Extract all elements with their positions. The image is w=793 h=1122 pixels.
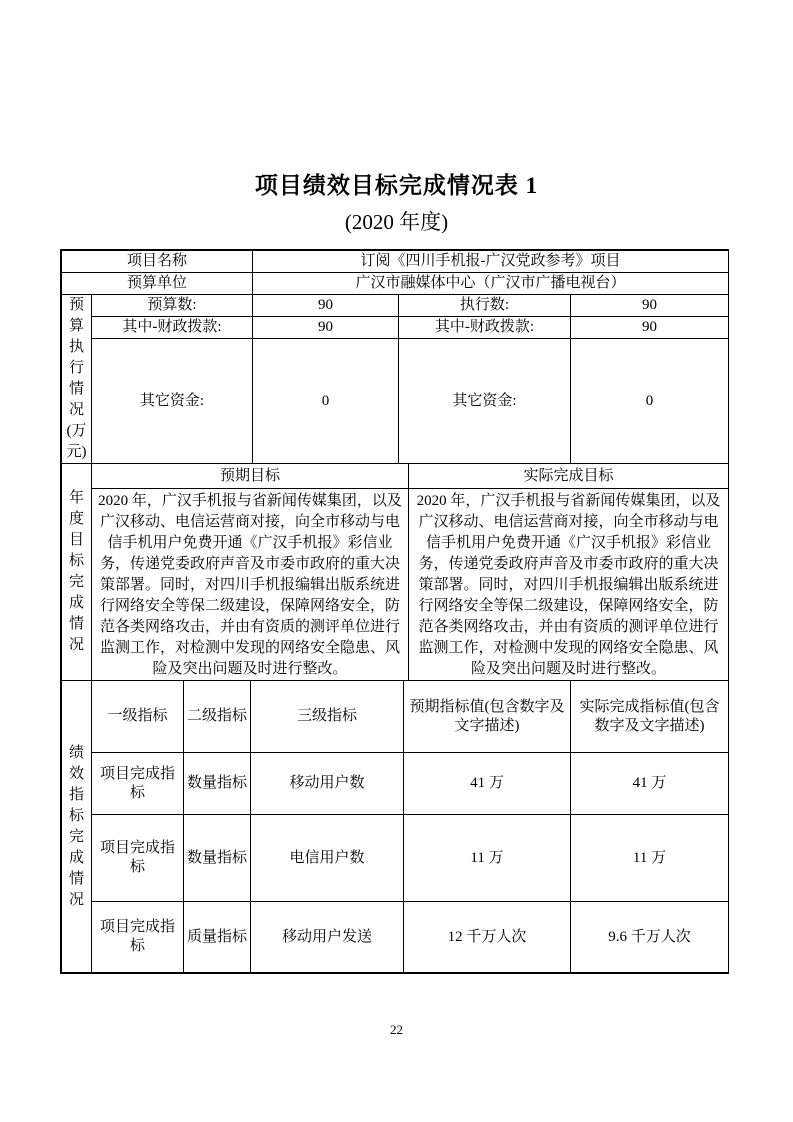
fiscal-allocation-value: 90 <box>571 317 729 339</box>
table-row <box>62 273 729 295</box>
annual-goal-side-label <box>62 464 92 681</box>
side-label-char: 标 <box>68 553 84 569</box>
table-row <box>62 251 729 273</box>
indicator-expected-cell: 41 万 <box>404 753 571 815</box>
expected-goal-text: 2020 年，广汉手机报与省新闻传媒集团，以及广汉移动、电信运营商对接，向全市移动与电信手机用户免费开通《广汉手机报》彩信业务，传递党委政府声音及市委市政府的重大决策部署。同时，对四川手机报编辑出版系统进行网络安全等保二级建设，保障网络安全，防范各类网络攻击，并由有资质的测评单位进行监测工作，对检测中发现的网络安全隐患、风险及突出问题及时进行整改。 <box>92 489 409 681</box>
side-label-char: (万 <box>66 423 87 439</box>
project-name-label: 项目名称 <box>62 251 253 273</box>
other-funds-label: 其它资金: <box>399 339 571 464</box>
side-label-char: 元) <box>66 444 87 460</box>
execution-amount-value: 90 <box>571 295 729 317</box>
side-label-char: 度 <box>68 511 84 527</box>
level1-indicator-header: 一级指标 <box>92 681 184 753</box>
fiscal-allocation-label: 其中-财政拨款: <box>92 317 253 339</box>
execution-amount-label: 执行数: <box>399 295 571 317</box>
fiscal-allocation-label: 其中-财政拨款: <box>399 317 571 339</box>
side-label-char: 况 <box>68 402 84 418</box>
budget-unit-label: 预算单位 <box>62 273 253 295</box>
side-label-char: 效 <box>68 765 84 782</box>
side-label-char: 情 <box>68 381 84 397</box>
other-funds-value: 0 <box>253 339 399 464</box>
project-info-section <box>61 250 729 295</box>
actual-value-header: 实际完成指标值(包含数字及文字描述) <box>571 681 729 753</box>
side-label-char: 成 <box>68 849 84 866</box>
level2-indicator-header: 二级指标 <box>184 681 251 753</box>
indicator-row <box>62 902 729 973</box>
side-label-char: 情 <box>68 616 84 632</box>
indicator-actual-cell: 11 万 <box>571 815 729 902</box>
indicator-row <box>62 815 729 902</box>
side-label-char: 目 <box>68 532 84 548</box>
indicator-level1-cell: 项目完成指标 <box>92 902 184 973</box>
expected-value-header: 预期指标值(包含数字及文字描述) <box>404 681 571 753</box>
indicator-level1-cell: 项目完成指标 <box>92 815 184 902</box>
side-label-char: 行 <box>68 360 84 376</box>
indicator-side-label <box>62 681 92 973</box>
indicator-level3-cell: 电信用户数 <box>251 815 404 902</box>
budget-execution-section <box>61 294 729 464</box>
indicator-expected-cell: 12 千万人次 <box>404 902 571 973</box>
indicator-actual-cell: 9.6 千万人次 <box>571 902 729 973</box>
table-row <box>62 339 729 464</box>
side-label-char: 算 <box>68 318 84 334</box>
project-name-value: 订阅《四川手机报-广汉党政参考》项目 <box>253 251 729 273</box>
table-row <box>62 489 729 681</box>
performance-table <box>60 249 729 974</box>
other-funds-value: 0 <box>571 339 729 464</box>
side-label-char: 预 <box>68 297 84 313</box>
indicator-level1-cell: 项目完成指标 <box>92 753 184 815</box>
expected-goal-header: 预期目标 <box>92 464 409 489</box>
indicator-expected-cell: 11 万 <box>404 815 571 902</box>
side-label-char: 指 <box>68 786 84 803</box>
indicator-level2-cell: 质量指标 <box>184 902 251 973</box>
side-label-char: 完 <box>68 828 84 845</box>
side-label-char: 标 <box>68 807 84 824</box>
budget-amount-label: 预算数: <box>92 295 253 317</box>
other-funds-label: 其它资金: <box>92 339 253 464</box>
table-row <box>62 464 729 489</box>
level3-indicator-header: 三级指标 <box>251 681 404 753</box>
side-label-char: 况 <box>68 637 84 653</box>
indicator-actual-cell: 41 万 <box>571 753 729 815</box>
page-subtitle: (2020 年度) <box>344 210 449 234</box>
table-row <box>62 295 729 317</box>
annual-goal-section <box>61 463 729 681</box>
indicator-level3-cell: 移动用户数 <box>251 753 404 815</box>
budget-section-side-label <box>62 295 92 464</box>
page-number: 22 <box>390 1022 403 1037</box>
table-row <box>62 317 729 339</box>
budget-unit-value: 广汉市融媒体中心（广汉市广播电视台） <box>253 273 729 295</box>
actual-goal-text: 2020 年，广汉手机报与省新闻传媒集团，以及广汉移动、电信运营商对接，向全市移动与电信手机用户免费开通《广汉手机报》彩信业务，传递党委政府声音及市委市政府的重大决策部署。同时，对四川手机报编辑出版系统进行网络安全等保二级建设，保障网络安全，防范各类网络攻击，并由有资质的测评单位进行监测工作，对检测中发现的网络安全隐患、风险及突出问题及时进行整改。 <box>409 489 729 681</box>
side-label-char: 情 <box>68 870 84 887</box>
indicator-level3-cell: 移动用户发送 <box>251 902 404 973</box>
indicator-row <box>62 753 729 815</box>
side-label-char: 执 <box>68 339 84 355</box>
indicator-section <box>61 680 729 973</box>
side-label-char: 况 <box>68 891 84 908</box>
page-title: 项目绩效目标完成情况表 1 <box>254 173 539 198</box>
actual-goal-header: 实际完成目标 <box>409 464 729 489</box>
indicator-header-row <box>62 681 729 753</box>
side-label-char: 成 <box>68 595 84 611</box>
indicator-level2-cell: 数量指标 <box>184 753 251 815</box>
side-label-char: 完 <box>68 574 84 590</box>
budget-amount-value: 90 <box>253 295 399 317</box>
indicator-level2-cell: 数量指标 <box>184 815 251 902</box>
side-label-char: 绩 <box>68 744 84 761</box>
fiscal-allocation-value: 90 <box>253 317 399 339</box>
side-label-char: 年 <box>68 490 84 506</box>
